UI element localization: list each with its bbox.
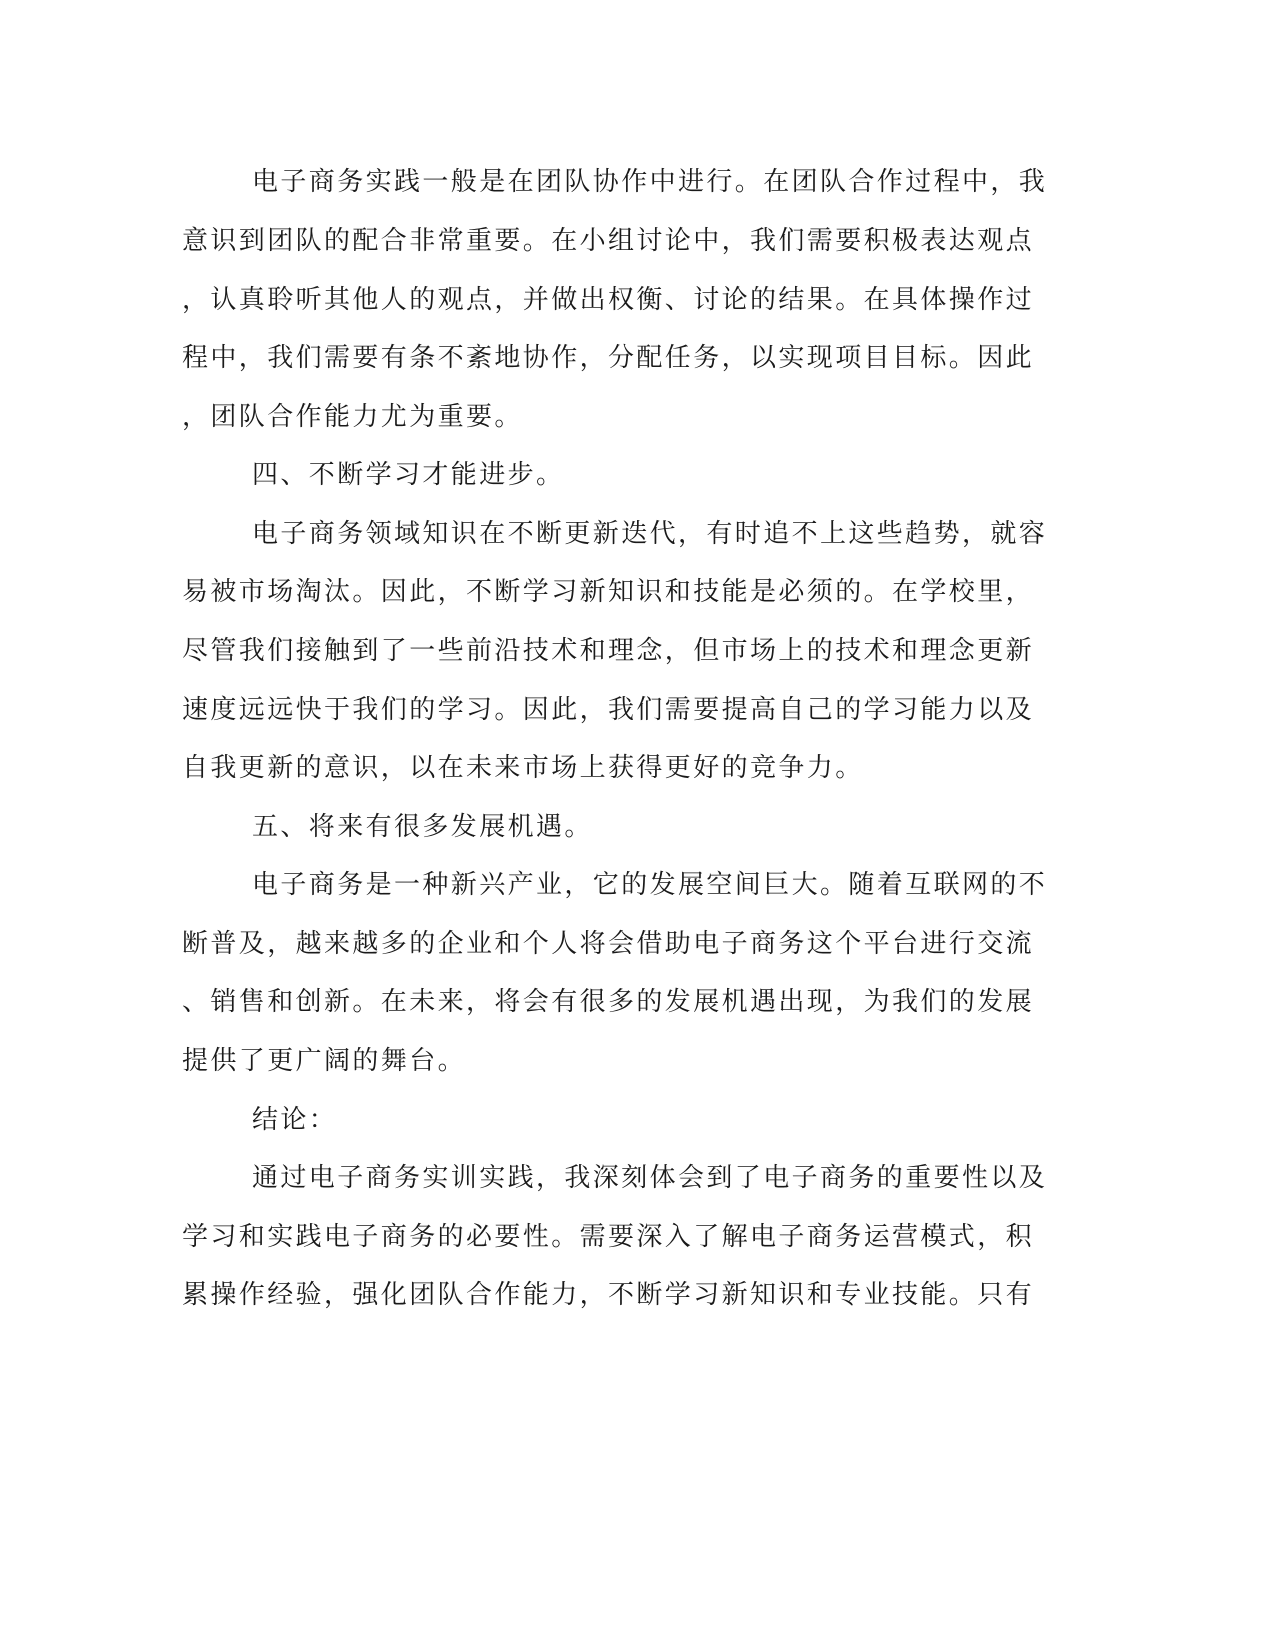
paragraph-line: 提供了更广阔的舞台。 bbox=[182, 1046, 467, 1076]
paragraph-line: 通过电子商务实训实践，我深刻体会到了电子商务的重要性以及 bbox=[252, 1163, 1048, 1193]
section-heading: 结论： bbox=[252, 1105, 338, 1135]
paragraph-line: 学习和实践电子商务的必要性。需要深入了解电子商务运营模式，积 bbox=[182, 1222, 1035, 1252]
paragraph-line: 累操作经验，强化团队合作能力，不断学习新知识和专业技能。只有 bbox=[182, 1280, 1035, 1310]
section-heading: 五、将来有很多发展机遇。 bbox=[252, 812, 593, 842]
paragraph-line: 电子商务实践一般是在团队协作中进行。在团队合作过程中，我 bbox=[252, 167, 1048, 197]
paragraph-line: 尽管我们接触到了一些前沿技术和理念，但市场上的技术和理念更新 bbox=[182, 636, 1035, 666]
paragraph-line: 、销售和创新。在未来，将会有很多的发展机遇出现，为我们的发展 bbox=[182, 987, 1035, 1017]
paragraph-line: 电子商务是一种新兴产业，它的发展空间巨大。随着互联网的不 bbox=[252, 870, 1048, 900]
paragraph-line: ，认真聆听其他人的观点，并做出权衡、讨论的结果。在具体操作过 bbox=[182, 285, 1035, 315]
paragraph-line: 速度远远快于我们的学习。因此，我们需要提高自己的学习能力以及 bbox=[182, 695, 1035, 725]
paragraph-line: 断普及，越来越多的企业和个人将会借助电子商务这个平台进行交流 bbox=[182, 929, 1035, 959]
paragraph-line: 电子商务领域知识在不断更新迭代，有时追不上这些趋势，就容 bbox=[252, 519, 1048, 549]
paragraph-line: 程中，我们需要有条不紊地协作，分配任务，以实现项目目标。因此 bbox=[182, 343, 1035, 373]
section-heading: 四、不断学习才能进步。 bbox=[252, 460, 565, 490]
paragraph-line: 易被市场淘汰。因此，不断学习新知识和技能是必须的。在学校里， bbox=[182, 577, 1035, 607]
paragraph-line: 意识到团队的配合非常重要。在小组讨论中，我们需要积极表达观点 bbox=[182, 226, 1035, 256]
paragraph-line: 自我更新的意识，以在未来市场上获得更好的竞争力。 bbox=[182, 753, 864, 783]
paragraph-line: ，团队合作能力尤为重要。 bbox=[182, 402, 523, 432]
